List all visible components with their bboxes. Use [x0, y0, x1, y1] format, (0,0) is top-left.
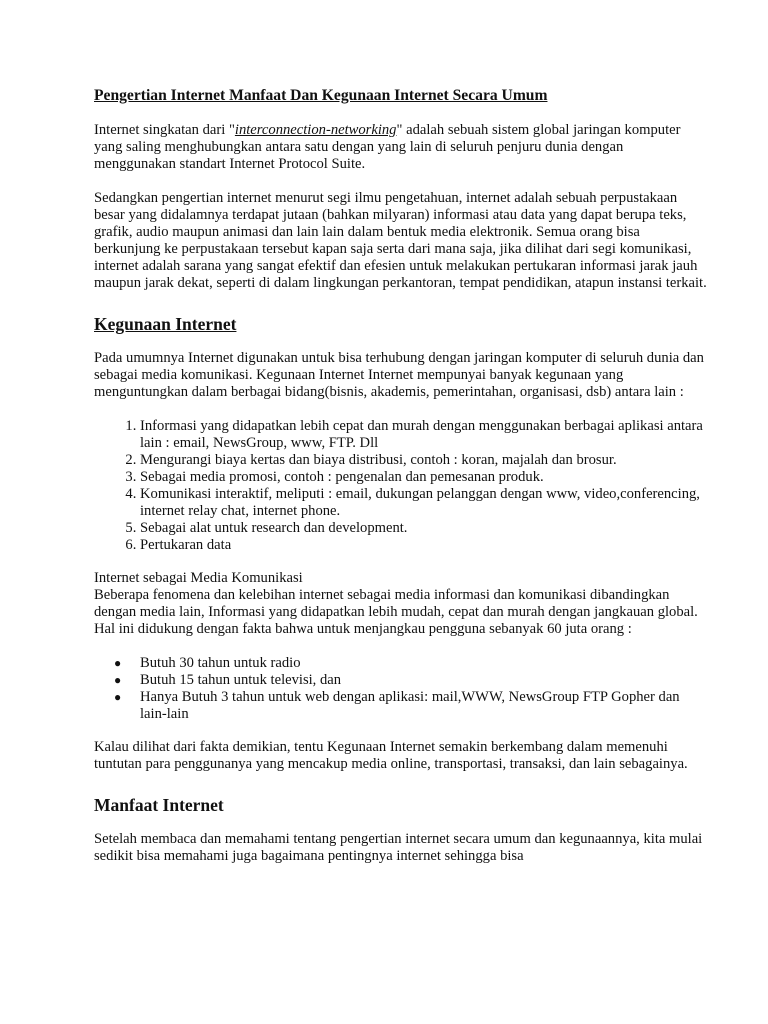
intro-paragraph [94, 122, 708, 173]
bullet-icon: ● [114, 656, 122, 670]
kegunaan-heading: Kegunaan Internet [94, 314, 237, 334]
list-item: 4. Komunikasi interaktif, meliputi : email, dukungan pelanggan dengan www, video,conferencing, internet relay chat, internet phone. [140, 486, 708, 520]
manfaat-paragraph: Setelah membaca dan memahami tentang pengertian internet secara umum dan kegunaannya, kita mulai sedikit bisa memahami juga bagaimana pentingnya internet sehingga bisa [94, 831, 703, 864]
definition-paragraph: Sedangkan pengertian internet menurut segi ilmu pengetahuan, internet adalah sebuah perpustakaan besar yang didalamnya terdapat jutaan (bahkan milyaran) informasi atau data yang dapat berupa teks, grafik, audio maupun animasi dan lain lain dalam bentuk media elektronik. Semua orang bisa berkunjung ke perpustakaan tersebut kapan saja serta dari mana saja, jika dilihat dari segi komunikasi, internet adalah sarana yang sangat efektif dan efesien untuk melakukan pertukaran informasi jarak jauh maupun jarak dekat, seperti di dalam lingkungan perkantoran, tempat pendidikan, atapun instansi terkait. [94, 190, 707, 291]
kegunaan-intro: Pada umumnya Internet digunakan untuk bisa terhubung dengan jaringan komputer di seluruh dunia dan sebagai media komunikasi. Kegunaan Internet Internet mempunyai banyak kegunaan yang menguntungkan dalam berbagai bidang(bisnis, akademis, pemerintahan, organisasi, dsb) antara lain : [94, 350, 704, 400]
list-item: 1. Informasi yang didapatkan lebih cepat dan murah dengan menggunakan berbagai aplikasi antara lain : email, NewsGroup, www, FTP. Dll [140, 418, 708, 452]
list-item [114, 689, 708, 723]
list-item: 2. Mengurangi biaya kertas dan biaya distribusi, contoh : koran, majalah dan brosur. [140, 452, 708, 469]
intro-term: interconnection-networking [234, 122, 397, 138]
bullet-text: Hanya Butuh 3 tahun untuk web dengan aplikasi: mail,WWW, NewsGroup FTP Gopher dan lain-lain [140, 689, 680, 722]
list-item: 6. Pertukaran data [140, 537, 708, 554]
bullet-text: Butuh 15 tahun untuk televisi, dan [140, 672, 342, 688]
media-bullet-list [94, 655, 708, 723]
manfaat-heading: Manfaat Internet [94, 795, 224, 815]
kegunaan-list [94, 418, 708, 554]
list-item: 3. Sebagai media promosi, contoh : pengenalan dan pemesanan produk. [140, 469, 708, 486]
intro-before: Internet singkatan dari " [94, 122, 235, 138]
list-item [114, 655, 708, 672]
list-item: 5. Sebagai alat untuk research dan development. [140, 520, 708, 537]
conclusion-paragraph: Kalau dilihat dari fakta demikian, tentu Kegunaan Internet semakin berkembang dalam memenuhi tuntutan para penggunanya yang mencakup media online, transportasi, transaksi, dan lain sebagainya. [94, 739, 688, 772]
bullet-text: Butuh 30 tahun untuk radio [140, 655, 301, 671]
bullet-icon: ● [114, 673, 122, 687]
intro-after: " adalah sebuah sistem global jaringan komputer yang saling menghubungkan antara satu dengan yang lain di seluruh penjuru dunia dengan menggunakan standart Internet Protocol Suite. [94, 122, 681, 172]
list-item [114, 672, 708, 689]
document-title: Pengertian Internet Manfaat Dan Kegunaan Internet Secara Umum [94, 87, 548, 104]
media-subtitle: Internet sebagai Media Komunikasi [94, 570, 303, 586]
media-paragraph: Beberapa fenomena dan kelebihan internet sebagai media informasi dan komunikasi dibandingkan dengan media lain, Informasi yang didapatkan lebih mudah, cepat dan murah dengan jangkauan global. Hal ini didukung dengan fakta bahwa untuk menjangkau pengguna sebanyak 60 juta orang : [94, 587, 698, 637]
bullet-icon: ● [114, 690, 122, 704]
